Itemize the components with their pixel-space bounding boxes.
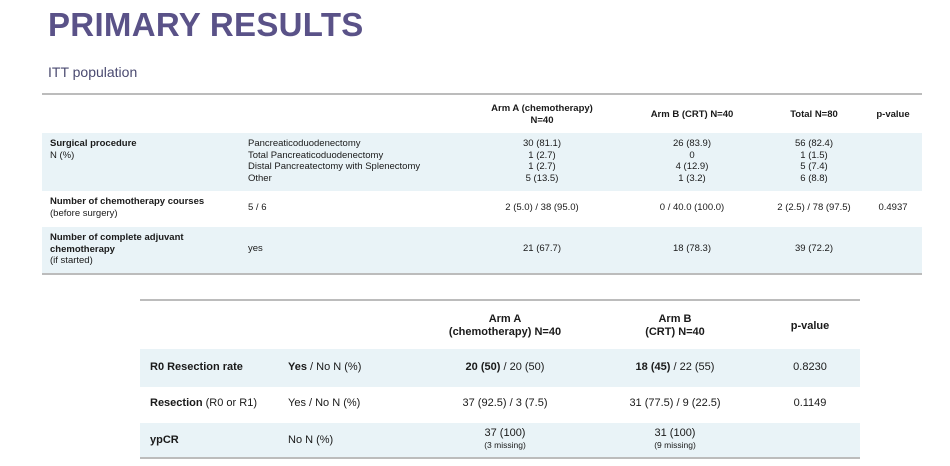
cell-value: 0 [689,149,695,161]
surgical-cat: Pancreaticoduodenectomy [248,138,361,149]
table-row-r0 [140,349,860,387]
cell-value: 1 (2.7) [528,149,556,161]
resection-arm-a: 37 (92.5) / 3 (7.5) [462,397,548,409]
surgical-sublabel: N (%) [50,149,75,161]
ypcr-category: No N (%) [288,434,334,446]
chemo-courses-category: 5 / 6 [248,202,267,213]
adjuvant-sublabel: (if started) [50,255,93,266]
header-arm-b [600,313,750,339]
header-arm-b: Arm B (CRT) N=40 [650,109,734,120]
cell-value: 1 (2.7) [528,161,556,172]
cell-value: 30 (81.1) [522,138,562,149]
resection-table [140,299,860,459]
surgical-categories [248,138,420,184]
adjuvant-category: yes [248,243,263,254]
table-row-surgical [42,133,922,191]
resection-label [150,397,257,410]
resection-label-sub: (R0 or R1) [202,397,257,409]
header-arm-b-line2: (CRT) N=40 [645,326,705,338]
surgical-arm-b [622,138,762,184]
table-row-chemo-courses [42,191,922,227]
header-arm-b-line1: Arm B [658,313,692,325]
ypcr-label: ypCR [150,434,179,446]
surgical-cat: Other [248,172,272,184]
cell-value: 5 (7.4) [800,161,828,172]
table-row-resection [140,387,860,423]
resection-label-main: Resection [150,397,203,409]
cell-value: 56 (82.4) [794,138,834,149]
chemo-courses-total: 2 (2.5) / 78 (97.5) [777,202,851,213]
table-row-adjuvant [42,227,922,273]
chemo-courses-pvalue: 0.4937 [878,202,908,213]
ypcr-arm-a-note: (3 missing) [484,440,526,450]
table-header-row [140,301,860,349]
cell-value: 1 (3.2) [678,172,706,184]
table-header-row [42,95,922,133]
header-pvalue: p-value [876,109,910,120]
header-total: Total N=80 [790,109,838,120]
header-pvalue: p-value [790,320,830,332]
r0-category-rest: / No N (%) [306,361,362,373]
page-subtitle: ITT population [48,64,138,80]
r0-pvalue: 0.8230 [793,361,827,373]
r0-arm-a-no: / 20 (50) [500,361,545,373]
adjuvant-title-line2: chemotherapy [50,243,115,255]
header-arm-a-line1: Arm A (chemotherapy) [491,103,593,114]
ypcr-arm-a [420,427,590,450]
header-arm-a-line2: N=40 [530,114,554,126]
chemo-courses-arm-b: 0 / 40.0 (100.0) [659,202,725,213]
ypcr-arm-b [600,427,750,450]
header-arm-a [462,103,622,126]
r0-arm-a-yes: 20 (50) [465,361,501,373]
cell-value: 26 (83.9) [672,138,712,149]
header-arm-a [420,313,590,339]
r0-arm-b-yes: 18 (45) [635,361,671,373]
r0-arm-b-no: / 22 (55) [670,361,715,373]
table-rule-bottom [42,273,922,275]
summary-table [42,93,922,275]
table-row-ypcr [140,423,860,457]
adjuvant-title-line1: Number of complete adjuvant [50,232,184,243]
cell-value: 4 (12.9) [675,161,709,172]
header-arm-a-line2: (chemotherapy) N=40 [448,326,562,338]
chemo-courses-arm-a: 2 (5.0) / 38 (95.0) [505,202,579,213]
surgical-cat: Distal Pancreatectomy with Splenectomy [248,161,421,172]
adjuvant-label [50,232,184,267]
surgical-total [764,138,864,184]
adjuvant-arm-a: 21 (67.7) [522,243,562,254]
adjuvant-total: 39 (72.2) [794,243,834,254]
chemo-courses-label [50,196,204,219]
page-title: PRIMARY RESULTS [48,6,364,43]
ypcr-arm-b-value: 31 (100) [654,427,696,439]
chemo-courses-title: Number of chemotherapy courses [50,196,205,207]
resection-category: Yes / No N (%) [288,397,361,409]
surgical-title: Surgical procedure [50,138,137,149]
r0-arm-b [600,361,750,374]
surgical-cat: Total Pancreaticoduodenectomy [248,149,384,161]
r0-category-yes: Yes [288,361,307,373]
r0-category [288,361,361,374]
chemo-courses-sublabel: (before surgery) [50,207,118,219]
surgical-label [50,138,137,161]
adjuvant-arm-b: 18 (78.3) [672,243,712,254]
cell-value: 5 (13.5) [525,172,559,184]
ypcr-arm-a-value: 37 (100) [484,427,526,439]
r0-label: R0 Resection rate [150,361,243,373]
cell-value: 6 (8.8) [800,172,828,184]
surgical-arm-a [462,138,622,184]
r0-arm-a [420,361,590,374]
cell-value: 1 (1.5) [800,149,828,161]
resection-pvalue: 0.1149 [793,397,827,409]
ypcr-arm-b-note: (9 missing) [654,440,696,450]
resection-arm-b: 31 (77.5) / 9 (22.5) [629,397,721,409]
table-rule-bottom [140,457,860,459]
header-arm-a-line1: Arm A [488,313,522,325]
